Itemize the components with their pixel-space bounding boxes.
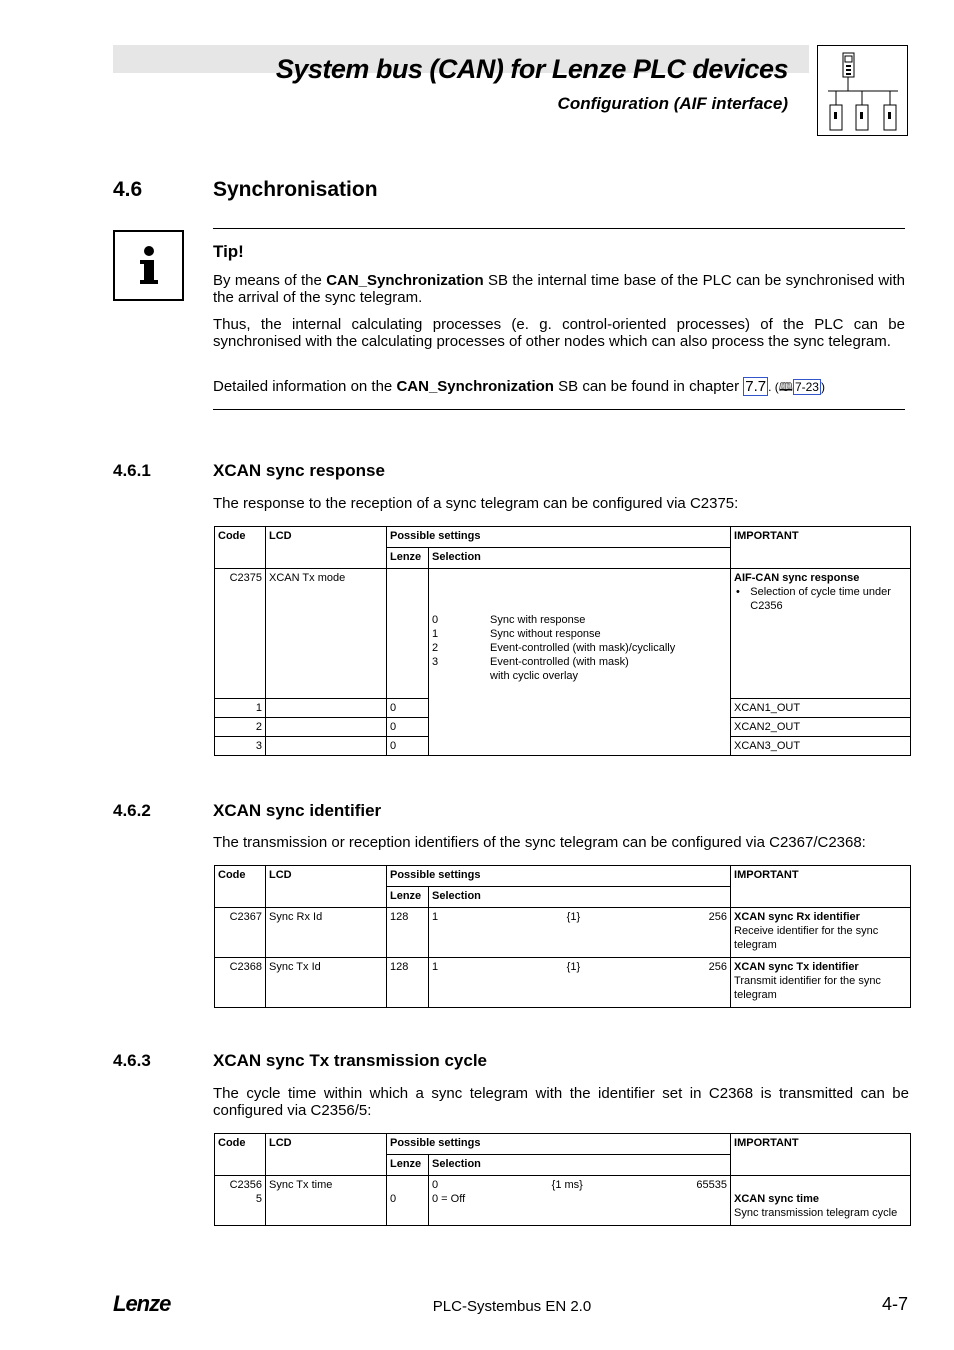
- parameter-table-c2356: Code LCD Possible settings IMPORTANT Lenze Selection C2356 5 Sync Tx time 0 0 {1 ms} 65535 0 = Off XCAN sync time Sync transmission telegram cycle: [214, 1133, 911, 1226]
- subsection-title: XCAN sync response: [213, 461, 385, 480]
- section-number: 4.6: [113, 178, 143, 201]
- tip-paragraph-3: Detailed information on the CAN_Synchronization SB can be found in chapter 7.7 . (🕮 7-23 ): [213, 378, 825, 395]
- page-number: 4-7: [881, 1294, 908, 1314]
- tip-bottom-rule: [213, 409, 905, 410]
- subsection-title: XCAN sync identifier: [213, 801, 382, 820]
- lcd-cell: XCAN Tx mode: [266, 569, 387, 699]
- section-title: Synchronisation: [213, 178, 378, 201]
- page-ref-link[interactable]: 7-23: [794, 380, 819, 394]
- important-cell: AIF-CAN sync response • Selection of cycle time under C2356: [731, 569, 911, 699]
- table-row: C2356 5 Sync Tx time 0 0 {1 ms} 65535 0 = Off XCAN sync time Sync transmission telegram cycle: [215, 1176, 911, 1226]
- tip-heading: Tip!: [213, 242, 244, 261]
- parameter-table-c2375: Code LCD Possible settings IMPORTANT Lenze Selection C2375 XCAN Tx mode 0 Sync with response 1 Sync without response 2 Event-controlled (with mask)/cyclically 3 Event-controlled (with mask) with cyclic overlay AIF-CAN sync response • Selection of cycle time under C2356 1 0 XCAN1_OUT 2 0 XCAN2_OUT 3 0 XCAN3_OUT: [214, 526, 911, 756]
- selection-list: 0 Sync with response 1 Sync without response 2 Event-controlled (with mask)/cyclically 3 Event-controlled (with mask) with cyclic overlay: [429, 569, 731, 756]
- brand-logo: Lenze: [113, 1291, 171, 1316]
- info-icon: [113, 230, 184, 301]
- subsection-intro: The response to the reception of a sync telegram can be configured via C2375:: [213, 495, 739, 512]
- tip-top-rule: [213, 228, 905, 229]
- chapter-link[interactable]: 7.7: [745, 378, 767, 395]
- subsection-number: 4.6.2: [113, 801, 151, 820]
- code-cell: C2375: [215, 569, 266, 699]
- book-icon: 🕮: [778, 380, 793, 394]
- page-title: System bus (CAN) for Lenze PLC devices: [275, 54, 788, 84]
- table-row: C2368 Sync Tx Id 128 1 {1} 256 XCAN sync Tx identifier Transmit identifier for the sync telegram: [215, 958, 911, 1008]
- page-subtitle: Configuration (AIF interface): [557, 94, 788, 113]
- document-id: PLC-Systembus EN 2.0: [432, 1298, 592, 1315]
- tip-paragraph-1: By means of the CAN_Synchronization SB the internal time base of the PLC can be synchronised with the arrival of the sync telegram.: [213, 272, 905, 306]
- subsection-intro: The cycle time within which a sync telegram with the identifier set in C2368 is transmitted can be configured via C2356/5:: [213, 1085, 909, 1119]
- tip-paragraph-2: Thus, the internal calculating processes (e. g. control-oriented processes) of the PLC can be synchronised with the calculating processes of other nodes which can also process the sync telegram.: [213, 316, 905, 350]
- table-row: C2367 Sync Rx Id 128 1 {1} 256 XCAN sync Rx identifier Receive identifier for the sync telegram: [215, 908, 911, 958]
- sb-name: CAN_Synchronization: [326, 272, 484, 289]
- subsection-title: XCAN sync Tx transmission cycle: [213, 1051, 488, 1070]
- network-topology-icon: [817, 45, 908, 136]
- subsection-number: 4.6.3: [113, 1051, 151, 1070]
- subsection-number: 4.6.1: [113, 461, 151, 480]
- parameter-table-c2367: Code LCD Possible settings IMPORTANT Lenze Selection C2367 Sync Rx Id 128 1 {1} 256 XCAN sync Rx identifier Receive identifier for the sync telegram C2368 Sync Tx Id 128 1 {1} 256 XCAN sync Tx identifier Transmit identifier for the sync telegram: [214, 865, 911, 1008]
- subsection-intro: The transmission or reception identifiers of the sync telegram can be configured via C2367/C2368:: [213, 834, 866, 851]
